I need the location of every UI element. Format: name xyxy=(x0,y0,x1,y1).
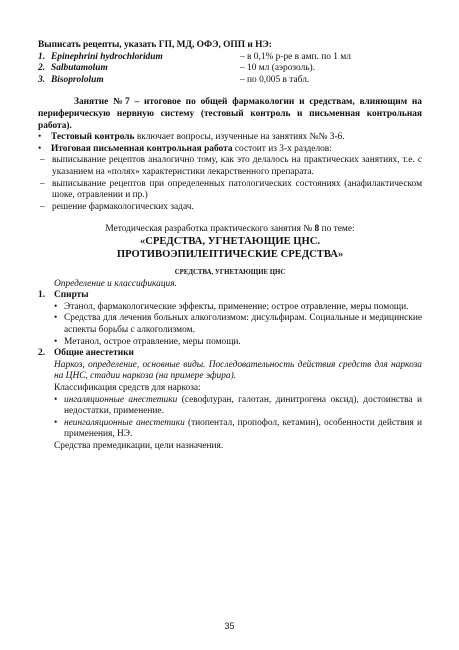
item-text: Этанол, фармакологические эффекты, применение; острое отравление, меры помощи. xyxy=(64,301,409,312)
rx-header: Выписать рецепты, указать ГП, МД, ОФЭ, ОПП и НЭ: xyxy=(38,40,272,50)
bullet-marker: • xyxy=(54,301,58,312)
section-1-item xyxy=(38,313,422,336)
dash-text: выписывание рецептов при определенных патологических состояниях (анафилактическом шоке, отравлении и пр.) xyxy=(52,178,422,201)
prescription-dose: – по 0,005 в табл. xyxy=(240,74,310,85)
section-2-item xyxy=(38,395,422,418)
bullet-bold: Итоговая письменная контрольная работа xyxy=(51,143,233,154)
dash-item xyxy=(38,155,422,178)
method-suffix: по теме: xyxy=(319,224,355,235)
bullet-marker: • xyxy=(54,313,58,324)
prescription-item xyxy=(38,52,422,64)
lesson-title-line-1: «СРЕДСТВА, УГНЕТАЮЩИЕ ЦНС. xyxy=(139,235,321,247)
item-rest: (тиопентал, пропофол, кетамин), особенности действия и применения, НЭ. xyxy=(64,417,422,440)
prescription-item xyxy=(38,75,422,87)
section-1-heading xyxy=(38,290,422,302)
bullet-marker: • xyxy=(38,132,42,143)
dash-item xyxy=(38,179,422,202)
bullet-text xyxy=(51,144,422,156)
section-2-last: Средства премедикации, цели назначения. xyxy=(54,441,224,451)
section-title: Спирты xyxy=(54,290,89,301)
item-italic: ингаляционные анестетики xyxy=(64,394,178,405)
method-line xyxy=(38,224,422,236)
lesson-7-heading: Занятие №7 – итоговое по общей фармакологии и средствам, влияющим на периферическую нервную систему (тестовый контроль и письменная контрольная работа). xyxy=(38,97,422,131)
prescription-number: 3. xyxy=(38,74,46,85)
prescription-drug: Bisoprololum xyxy=(51,74,104,85)
bullet-rest: включает вопросы, изученные на занятиях №№ 3-6. xyxy=(134,132,345,143)
prescription-item xyxy=(38,63,422,75)
item-text xyxy=(64,395,422,418)
section-number: 2. xyxy=(38,348,46,359)
section-number: 1. xyxy=(38,290,46,301)
prescription-drug: Epinephrini hydrochloridum xyxy=(51,51,163,62)
page-content xyxy=(38,40,422,453)
section-2-item xyxy=(38,418,422,441)
bullet-marker: • xyxy=(54,417,58,428)
bullet-marker: • xyxy=(54,394,58,405)
method-number: 8 xyxy=(314,224,320,235)
item-rest: (севофлуран, галотан, динитрогена оксид), достоинства и недостатки, применение. xyxy=(64,394,422,417)
item-italic: неингаляционные анестетики xyxy=(64,417,185,428)
section-2-heading xyxy=(38,348,422,360)
bullet-item xyxy=(38,144,422,156)
dash-item xyxy=(38,202,422,214)
dash-marker: – xyxy=(40,155,45,166)
prescription-dose: – в 0,1% р-ре в амп. по 1 мл xyxy=(240,51,351,62)
section-subheading: СРЕДСТВА, УГНЕТАЮЩИЕ ЦНС xyxy=(174,269,286,277)
bullet-item xyxy=(38,132,422,144)
prescription-number: 1. xyxy=(38,51,46,62)
prescription-dose: – 10 мл (аэрозоль). xyxy=(240,63,316,74)
page-number: 35 xyxy=(224,621,235,631)
item-text: Средства для лечения больных алкоголизмом: дисульфирам. Социальные и медицинские аспекты борьбы с алкоголизмом. xyxy=(64,313,422,336)
dash-text: решение фармакологических задач. xyxy=(52,201,194,212)
prescription-list xyxy=(38,52,422,87)
section-2-intro: Наркоз, определение, основные виды. Последовательность действия средств для наркоза на ЦНС, стадии наркоза (на примере эфира). xyxy=(54,359,422,382)
prescription-number: 2. xyxy=(38,63,46,74)
section-2-classification: Классификация средств для наркоза: xyxy=(54,383,201,394)
dash-marker: – xyxy=(40,201,45,212)
method-prefix: Методическая разработка практического занятия № xyxy=(105,224,315,235)
bullet-marker: • xyxy=(38,143,42,154)
bullet-marker: • xyxy=(54,336,58,347)
bullet-rest: состоит из 3-х разделов: xyxy=(232,143,332,154)
bullet-text xyxy=(51,132,422,144)
item-text xyxy=(64,418,422,441)
section-title: Общие анестетики xyxy=(54,348,134,359)
section-1-item xyxy=(38,337,422,349)
section-1-item xyxy=(38,302,422,314)
definition-line: Определение и классификация. xyxy=(54,278,177,289)
dash-marker: – xyxy=(40,178,45,189)
bullet-bold: Тестовый контроль xyxy=(51,132,135,143)
item-text: Метанол, острое отравление, меры помощи. xyxy=(64,336,241,347)
lesson-title-line-2: ПРОТИВОЭПИЛЕПТИЧЕСКИЕ СРЕДСТВА» xyxy=(116,248,344,260)
dash-text: выписывание рецептов аналогично тому, как это делалось на практических занятиях, т.е. с указанием на «полях» характеристики лекарственного препарата. xyxy=(52,155,422,177)
prescription-drug: Salbutamolum xyxy=(51,63,108,74)
